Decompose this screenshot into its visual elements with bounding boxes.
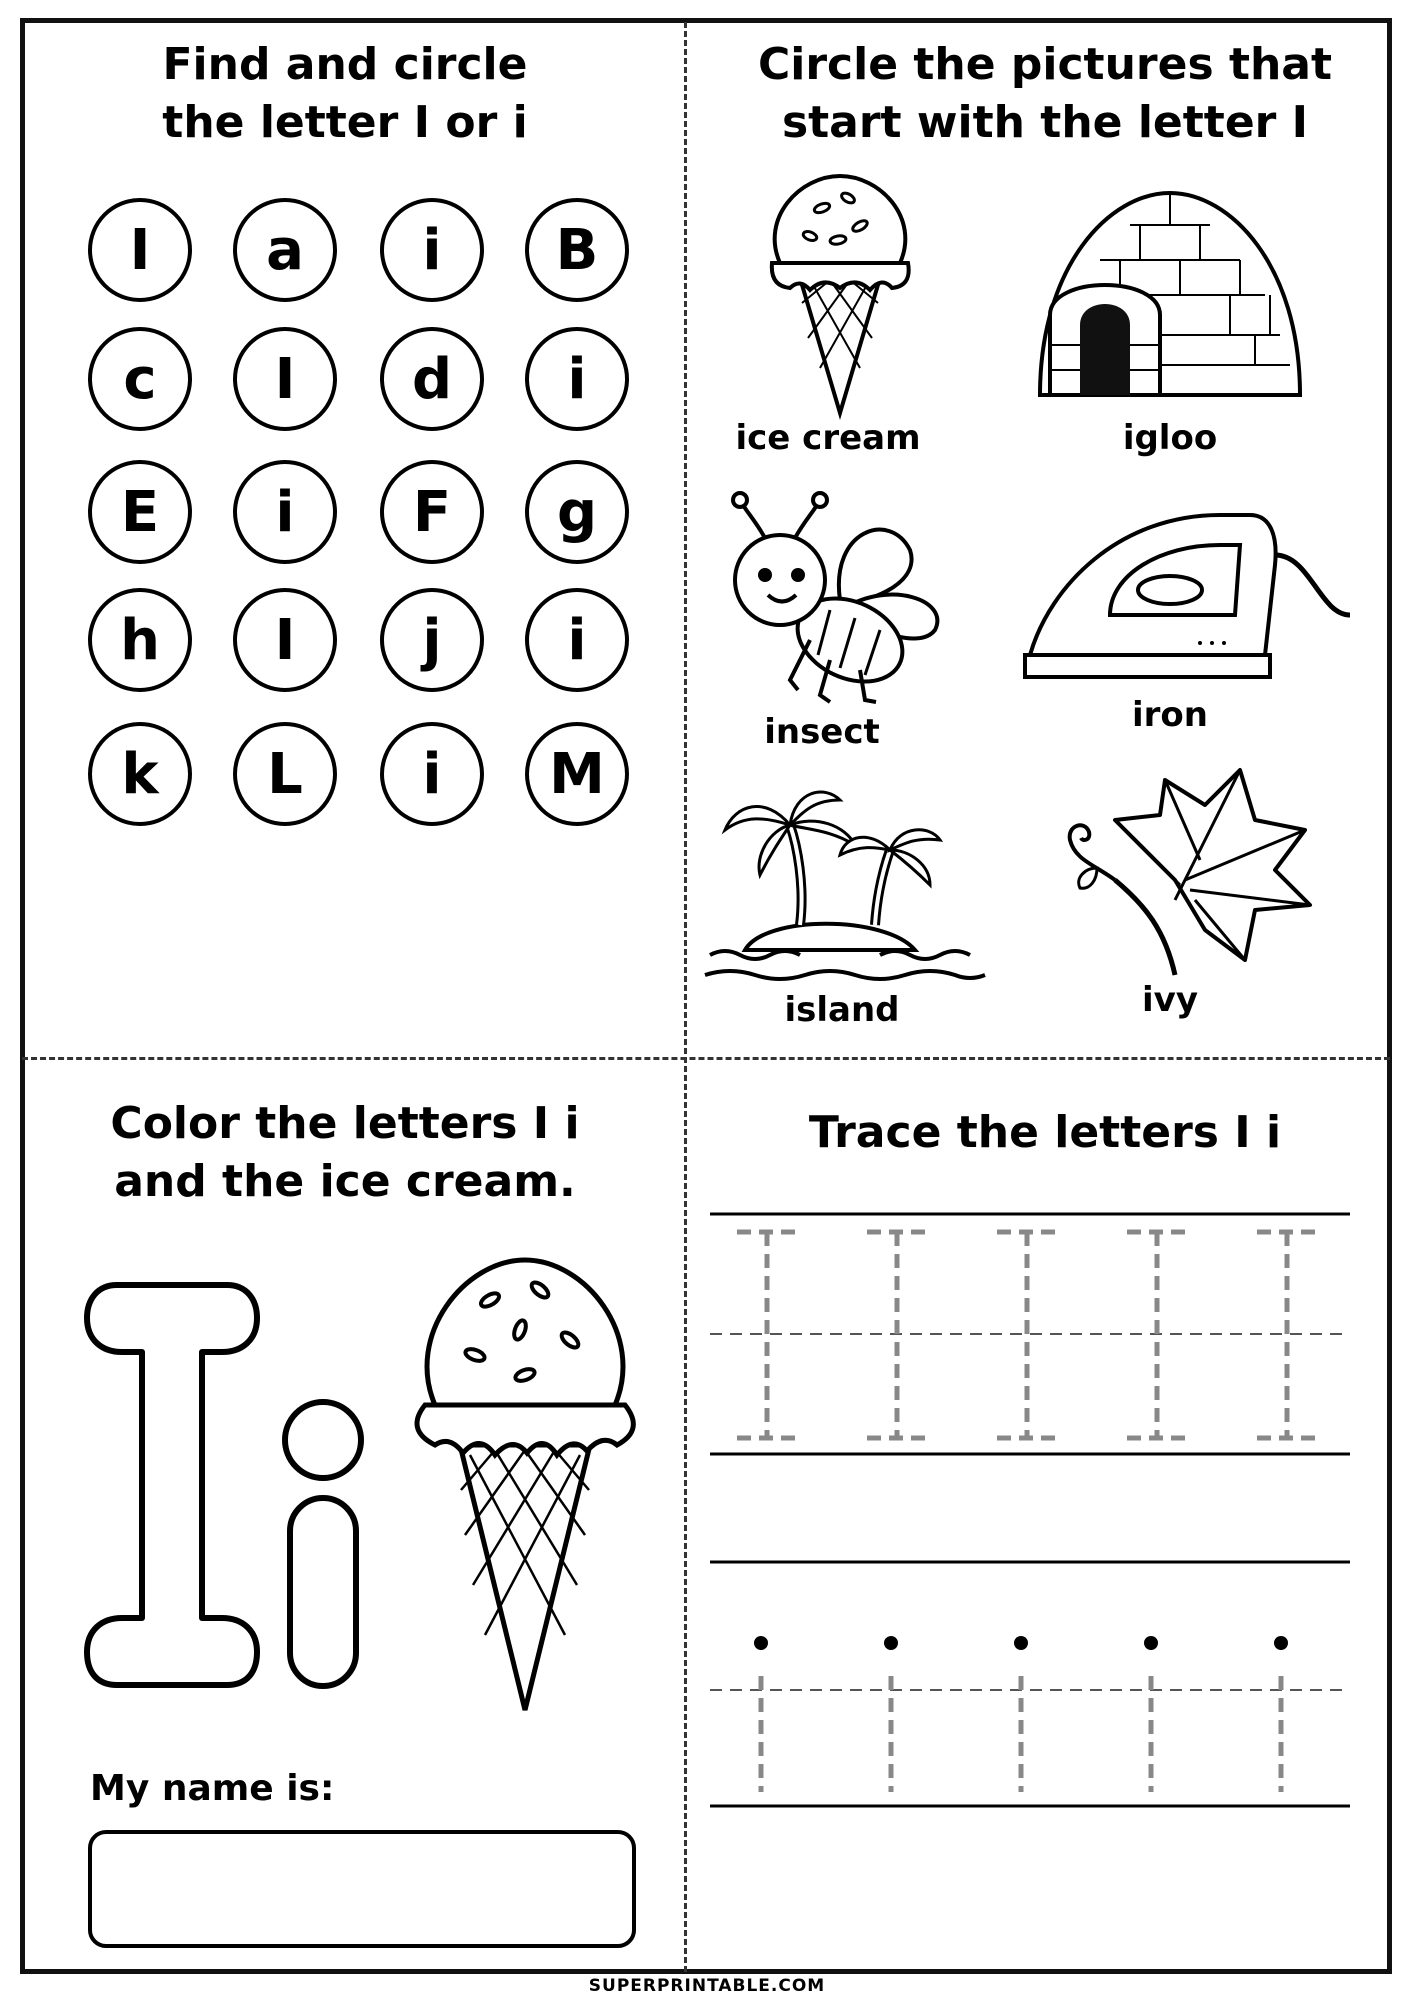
letter-circle[interactable]: k	[88, 722, 192, 826]
color-title	[40, 1095, 650, 1211]
picture-label-iron: iron	[1132, 695, 1208, 735]
trace-dot	[1014, 1636, 1028, 1650]
insect-icon[interactable]	[720, 490, 950, 710]
igloo-icon[interactable]	[1030, 185, 1310, 405]
ivy-leaf-icon[interactable]	[1055, 760, 1315, 990]
letter-circle[interactable]: i	[380, 722, 484, 826]
color-title-line2: and the ice cream.	[114, 1156, 576, 1207]
ice-cream-icon[interactable]	[740, 168, 940, 418]
letter-circle[interactable]: i	[380, 198, 484, 302]
footer-brand: SUPERPRINTABLE.COM	[588, 1976, 826, 1996]
trace-title	[700, 1104, 1390, 1162]
trace-dot	[1274, 1636, 1288, 1650]
letter-circle[interactable]: i	[233, 460, 337, 564]
trace-dot	[1144, 1636, 1158, 1650]
picture-label-ice-cream: ice cream	[735, 418, 921, 458]
picture-label-island: island	[784, 990, 900, 1030]
letter-circle[interactable]: I	[88, 198, 192, 302]
letter-circle[interactable]: B	[525, 198, 629, 302]
island-icon[interactable]	[705, 775, 985, 990]
letter-circle[interactable]: h	[88, 588, 192, 692]
horizontal-divider	[22, 1057, 1390, 1060]
big-letter-lowercase-i[interactable]	[278, 1398, 368, 1690]
find-title-line1: Find and circle	[162, 39, 528, 90]
vertical-divider	[684, 22, 687, 1972]
pictures-title-line2: start with the letter I	[781, 97, 1309, 148]
ice-cream-coloring-icon[interactable]	[395, 1255, 655, 1715]
letter-circle[interactable]: d	[380, 327, 484, 431]
picture-label-igloo: igloo	[1122, 418, 1218, 458]
letter-circle[interactable]: F	[380, 460, 484, 564]
color-title-line1: Color the letters I i	[110, 1098, 580, 1149]
letter-circle[interactable]: I	[233, 327, 337, 431]
pictures-title	[700, 36, 1390, 152]
letter-circle[interactable]: E	[88, 460, 192, 564]
letter-circle[interactable]: L	[233, 722, 337, 826]
letter-circle[interactable]: c	[88, 327, 192, 431]
letter-circle[interactable]: i	[525, 588, 629, 692]
find-title	[40, 36, 650, 152]
letter-circle[interactable]: I	[233, 588, 337, 692]
trace-title-text: Trace the letters I i	[808, 1107, 1282, 1158]
letter-circle[interactable]: j	[380, 588, 484, 692]
name-input-box[interactable]	[88, 1830, 636, 1948]
letter-circle[interactable]: a	[233, 198, 337, 302]
letter-circle[interactable]: M	[525, 722, 629, 826]
name-label: My name is:	[90, 1768, 335, 1809]
picture-label-ivy: ivy	[1142, 980, 1198, 1020]
find-title-line2: the letter I or i	[162, 97, 528, 148]
letter-circle[interactable]: i	[525, 327, 629, 431]
iron-icon[interactable]	[1020, 505, 1350, 685]
tracing-area[interactable]	[700, 1200, 1360, 1840]
picture-label-insect: insect	[764, 712, 880, 752]
letter-circle[interactable]: g	[525, 460, 629, 564]
pictures-title-line1: Circle the pictures that	[757, 39, 1333, 90]
trace-dot	[884, 1636, 898, 1650]
trace-dot	[754, 1636, 768, 1650]
big-letter-uppercase-i[interactable]	[82, 1280, 262, 1690]
